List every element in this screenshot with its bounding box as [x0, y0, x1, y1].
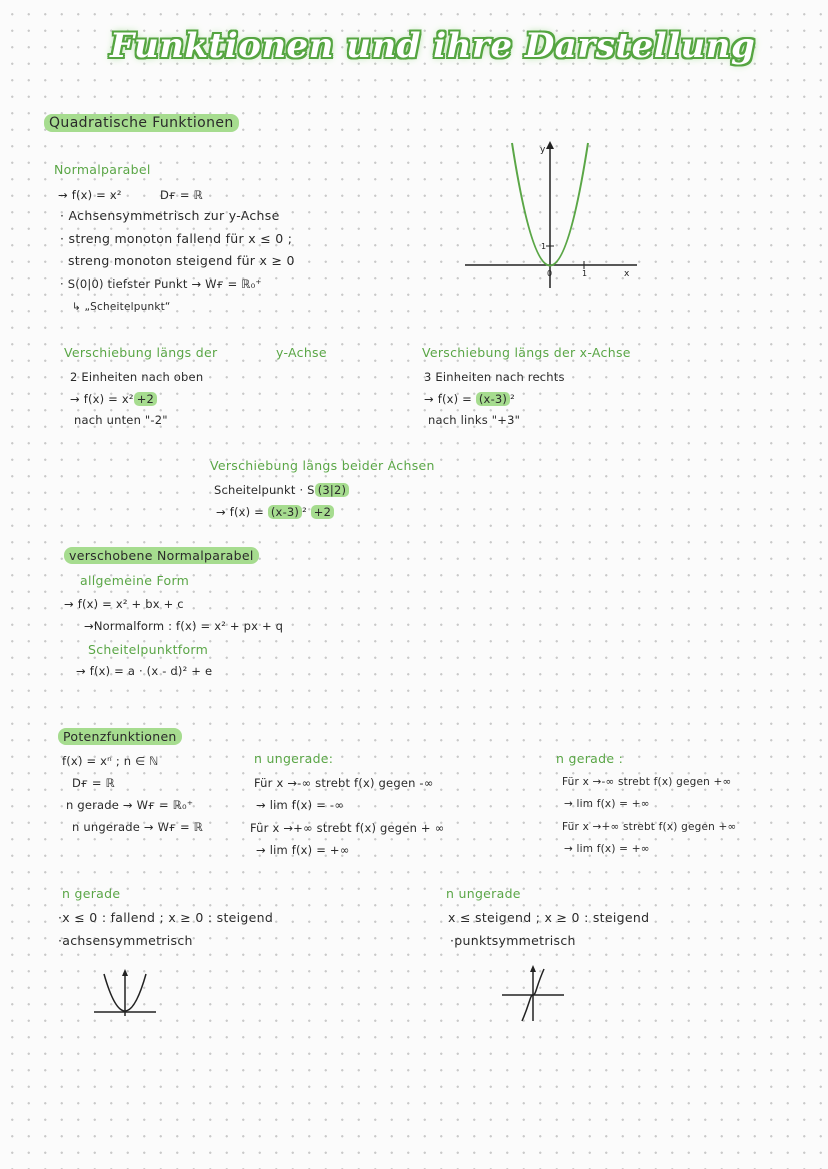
allgemeine-form-label: allgemeine Form: [80, 573, 190, 588]
shift-both-function: → f(x) = (x-3) ² +2: [216, 505, 334, 519]
power-even-range: n gerade → Wғ = ℝ₀⁺: [66, 798, 194, 812]
normalparabel-line-3: streng monoton steigend für x ≥ 0: [68, 253, 295, 268]
graph-one-x: 1: [582, 269, 588, 278]
odd-limits-line-3: Für x →+∞ strebt f(x) gegen + ∞: [250, 821, 445, 835]
even-limits-label: n gerade :: [556, 751, 624, 766]
power-odd-range: n ungerade → Wғ = ℝ: [72, 820, 204, 834]
normalparabel-label: Normalparabel: [54, 162, 151, 177]
odd-props-line-1: x ≤ steigend ; x ≥ 0 : steigend: [448, 910, 650, 925]
even-limits-line-1: Für x →-∞ strebt f(x) gegen +∞: [562, 776, 732, 788]
even-limits-line-4: → lim f(x) = +∞: [564, 843, 650, 855]
even-limits-line-2: → lim f(x) = +∞: [564, 798, 650, 810]
odd-props-label: n ungerade: [446, 886, 521, 901]
shift-y-function: → f(x) = x² +2: [70, 392, 157, 406]
normalparabel-line-2: · streng monoton fallend für x ≤ 0 ;: [60, 231, 293, 246]
odd-limits-label: n ungerade:: [254, 751, 334, 766]
normalparabel-line-4: · S(0|0) tiefster Punkt → Wғ = ℝ₀⁺: [60, 277, 262, 291]
page-title: Funktionen und ihre Darstellung: [110, 26, 756, 66]
shift-x-label: Verschiebung längs der x-Achse: [422, 345, 631, 360]
section-heading-quadratic: Quadratische Funktionen: [44, 115, 239, 131]
shift-x-function: → f(x) = (x-3) ²: [424, 392, 515, 406]
normalparabel-domain: Dғ = ℝ: [160, 188, 203, 202]
shift-y-line-3: nach unten "-2": [74, 413, 168, 427]
graph-one-y: 1: [541, 242, 547, 251]
power-definition: f(x) = xⁿ ; n ∈ ℕ: [62, 754, 159, 768]
power-domain: Dғ = ℝ: [72, 776, 115, 790]
even-props-line-1: ·x ≤ 0 : fallend ; x ≥ 0 : steigend: [58, 910, 274, 925]
scheitelpunktform-label: Scheitelpunktform: [88, 642, 209, 657]
section-heading-verschoben: verschobene Normalparabel: [64, 548, 259, 563]
odd-power-sketch: [498, 963, 568, 1023]
even-props-label: n gerade: [62, 886, 121, 901]
normalparabel-function: → f(x) = x²: [58, 188, 122, 202]
even-limits-line-3: Für x →+∞ strebt f(x) gegen +∞: [562, 821, 737, 833]
odd-limits-line-1: Für x →-∞ strebt f(x) gegen -∞: [254, 776, 434, 790]
shift-both-label: Verschiebung längs beider Achsen: [210, 458, 435, 473]
allgemeine-form-function: → f(x) = x² + bx + c: [64, 597, 184, 611]
odd-limits-line-2: → lim f(x) = -∞: [256, 798, 345, 812]
shift-x-line-1: 3 Einheiten nach rechts: [424, 370, 565, 384]
graph-x-label: x: [624, 269, 630, 279]
shift-y-label: Verschiebung längs der: [64, 345, 218, 360]
even-power-sketch: [90, 968, 160, 1018]
odd-limits-line-4: → lim f(x) = +∞: [256, 843, 350, 857]
normalparabel-graph: [462, 138, 652, 298]
normalform-function: →Normalform : f(x) = x² + px + q: [84, 619, 284, 633]
shift-both-vertex: Scheitelpunkt · S (3|2): [214, 483, 349, 497]
odd-props-line-2: ·punktsymmetrisch: [450, 933, 576, 948]
shift-y-label-2: y-Achse: [276, 345, 327, 360]
even-props-line-2: ·achsensymmetrisch: [58, 933, 193, 948]
graph-zero: 0: [547, 269, 553, 278]
normalparabel-line-1: · Achsensymmetrisch zur y-Achse: [60, 208, 280, 223]
graph-y-label: y: [540, 145, 546, 155]
normalparabel-line-5: ↳ „Scheitelpunkt“: [72, 301, 171, 313]
shift-y-line-1: 2 Einheiten nach oben: [70, 370, 204, 384]
scheitelpunktform-function: → f(x) = a · (x - d)² + e: [76, 664, 213, 678]
section-heading-power: Potenzfunktionen: [58, 729, 182, 744]
shift-x-line-3: nach links "+3": [428, 413, 521, 427]
